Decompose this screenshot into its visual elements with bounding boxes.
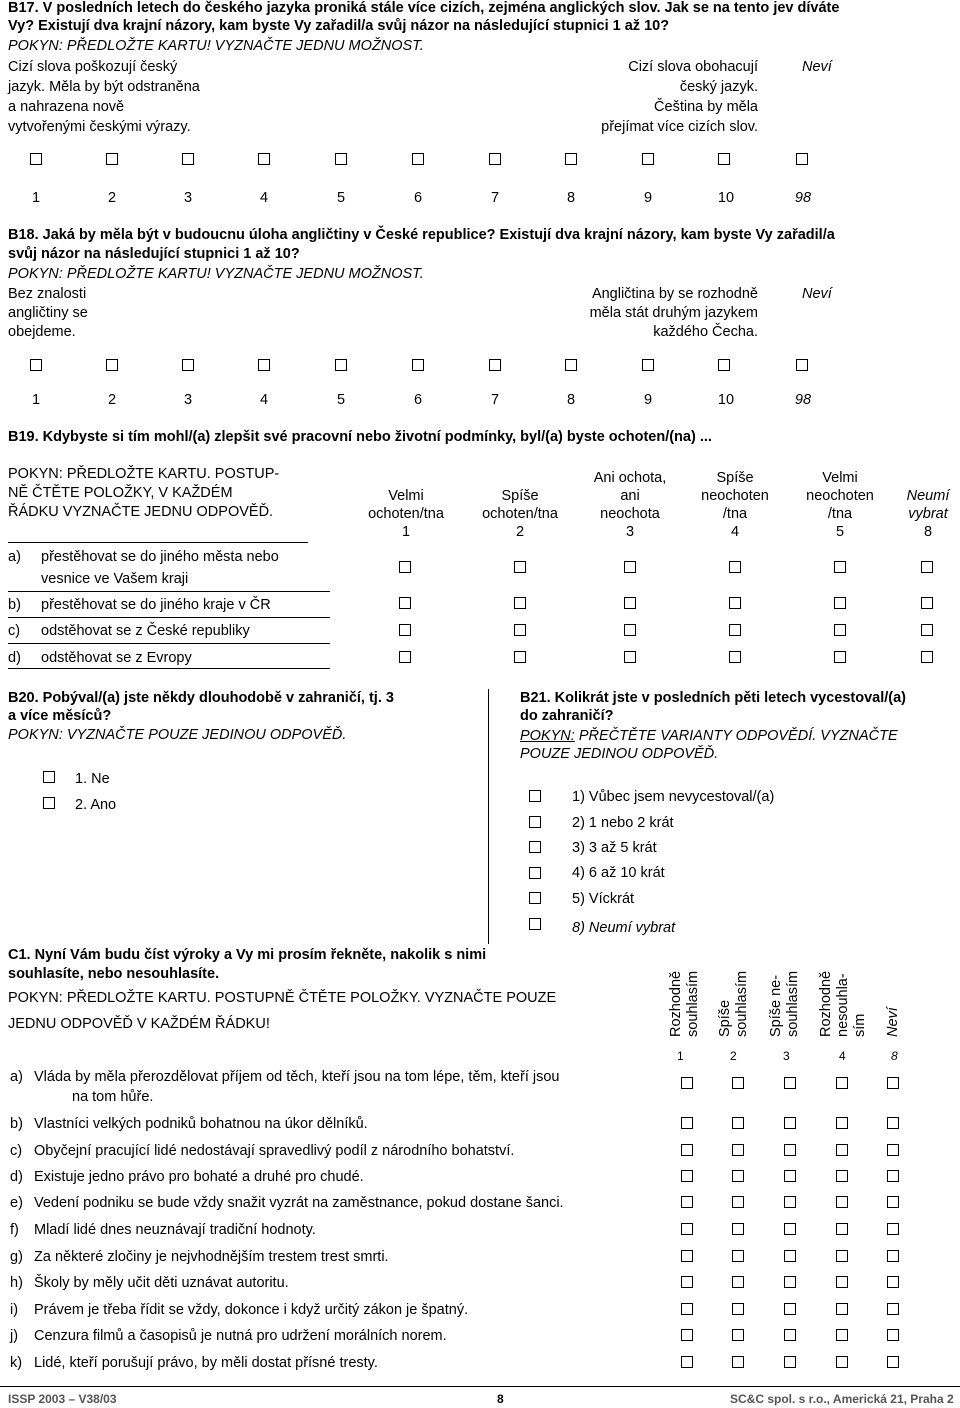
b21-instruction-rest: PŘEČTĚTE VARIANTY ODPOVĚDÍ. VYZNAČTE bbox=[574, 728, 898, 744]
c1-row-k-letter: k) bbox=[10, 1355, 23, 1371]
b21-instruction-line1 bbox=[520, 727, 898, 745]
b18-checkbox-98[interactable] bbox=[796, 359, 808, 371]
c1-col-1-line2: souhlasím bbox=[685, 970, 701, 1037]
b18-checkbox-9[interactable] bbox=[642, 359, 654, 371]
footer-survey-code: ISSP 2003 – V38/03 bbox=[8, 1392, 117, 1406]
c1-row-c-checkbox-3[interactable] bbox=[784, 1144, 796, 1156]
b19-row-d-checkbox-5[interactable] bbox=[834, 651, 846, 663]
b17-question-line1: B17. V posledních letech do českého jazyka proniká stále více cizích, zejména anglických slov. Jak se na tento jev díváte bbox=[8, 0, 840, 16]
c1-row-e-text-1: Vedení podniku se bude vždy snažit vyzrát na zaměstnance, pokud dostane šanci. bbox=[34, 1195, 564, 1211]
footer-rule bbox=[0, 1386, 960, 1387]
c1-row-g-checkbox-1[interactable] bbox=[681, 1250, 693, 1262]
c1-row-b-checkbox-3[interactable] bbox=[784, 1117, 796, 1129]
b17-left-anchor-4: vytvořenými českými výrazy. bbox=[8, 119, 191, 135]
b19-instruction-line3: ŘÁDKU VYZNAČTE JEDNU ODPOVĚĎ. bbox=[8, 504, 274, 520]
b17-left-anchor-1: Cizí slova poškozují český bbox=[8, 59, 178, 75]
b18-question-line1: B18. Jaká by měla být v budoucnu úloha angličtiny v České republice? Existují dva krajní názory, kam byste Vy zařadil/a bbox=[8, 227, 835, 243]
b19-col-2-line1 bbox=[465, 469, 575, 487]
c1-col-4-line3: sím bbox=[852, 1013, 868, 1037]
b19-col-3-line3: neochota bbox=[600, 506, 660, 522]
c1-row-f-letter: f) bbox=[10, 1222, 19, 1238]
c1-row-c-text-1: Obyčejní pracující lidé nedostávají spravedlivý podíl z národního bohatství. bbox=[34, 1143, 515, 1159]
b20-option-1-label: 1. Ne bbox=[75, 771, 110, 787]
c1-row-e-checkbox-8[interactable] bbox=[887, 1196, 899, 1208]
b19-row-c-checkbox-4[interactable] bbox=[729, 624, 741, 636]
b17-scale-label-8: 8 bbox=[566, 190, 576, 206]
b19-question: B19. Kdybyste si tím mohl/(a) zlepšit své pracovní nebo životní podmínky, byl/(a) byste ochoten/(na) ... bbox=[8, 429, 712, 445]
c1-row-d-checkbox-8[interactable] bbox=[887, 1170, 899, 1182]
b17-scale-label-4: 4 bbox=[259, 190, 269, 206]
b17-right-anchor-1: Cizí slova obohacují bbox=[628, 59, 758, 75]
b19-row-c-checkbox-8[interactable] bbox=[921, 624, 933, 636]
c1-row-g-text-1: Za některé zločiny je nejvhodnějším trestem trest smrti. bbox=[34, 1249, 389, 1265]
b19-row-divider-b bbox=[8, 617, 330, 618]
b17-scale-label-2: 2 bbox=[107, 190, 117, 206]
c1-row-b-text-1: Vlastníci velkých podniků bohatnou na úkor dělníků. bbox=[34, 1116, 368, 1132]
b17-nevi-label: Neví bbox=[802, 59, 832, 75]
b21-option-1-label: 1) Vůbec jsem nevycestoval/(a) bbox=[572, 789, 775, 805]
b18-checkbox-5[interactable] bbox=[335, 359, 347, 371]
b19-col-1-header bbox=[351, 469, 461, 541]
b17-scale-label-9: 9 bbox=[643, 190, 653, 206]
c1-row-g-letter: g) bbox=[10, 1249, 23, 1265]
b17-right-anchor-3: Čeština by měla bbox=[654, 99, 758, 115]
b21-option-4-checkbox[interactable] bbox=[529, 867, 541, 879]
c1-row-k-checkbox-2[interactable] bbox=[732, 1356, 744, 1368]
b19-row-divider-a bbox=[8, 591, 330, 592]
b21-instruction-line2: POUZE JEDINOU ODPOVĚĎ. bbox=[520, 746, 719, 762]
b17-checkbox-8[interactable] bbox=[565, 153, 577, 165]
c1-col-4-header bbox=[818, 971, 869, 1037]
c1-row-a-checkbox-8[interactable] bbox=[887, 1077, 899, 1089]
b19-row-c-checkbox-2[interactable] bbox=[514, 624, 526, 636]
b17-checkbox-9[interactable] bbox=[642, 153, 654, 165]
b17-scale-label-98: 98 bbox=[794, 190, 812, 206]
c1-row-d-text-1: Existuje jedno právo pro bohaté a druhé pro chudé. bbox=[34, 1169, 364, 1185]
b19-col-4-line2: neochoten bbox=[701, 488, 769, 504]
b17-question-line2: Vy? Existují dva krajní názory, kam byste Vy zařadil/a svůj názor na následující stupnici 1 až 10? bbox=[8, 18, 670, 34]
c1-col-3-code: 3 bbox=[783, 1049, 790, 1063]
b18-checkbox-1[interactable] bbox=[30, 359, 42, 371]
b19-header-divider bbox=[8, 542, 308, 543]
c1-row-d-checkbox-2[interactable] bbox=[732, 1170, 744, 1182]
c1-row-g-checkbox-4[interactable] bbox=[836, 1250, 848, 1262]
c1-row-a-checkbox-4[interactable] bbox=[836, 1077, 848, 1089]
b17-scale-label-7: 7 bbox=[490, 190, 500, 206]
b18-question-line2: svůj názor na následující stupnici 1 až 10? bbox=[8, 246, 300, 262]
b21-option-2-checkbox[interactable] bbox=[529, 816, 541, 828]
c1-row-f-text-1: Mladí lidé dnes neuznávají tradiční hodnoty. bbox=[34, 1222, 316, 1238]
c1-col-3-line2: souhlasím bbox=[785, 970, 801, 1037]
b18-scale-label-7: 7 bbox=[490, 392, 500, 408]
b18-scale-label-8: 8 bbox=[566, 392, 576, 408]
c1-question-line1: C1. Nyní Vám budu číst výroky a Vy mi prosím řekněte, nakolik s nimi bbox=[8, 947, 487, 963]
b17-checkbox-6[interactable] bbox=[412, 153, 424, 165]
b19-row-b-text-1: přestěhovat se do jiného kraje v ČR bbox=[41, 597, 271, 613]
c1-row-f-checkbox-2[interactable] bbox=[732, 1223, 744, 1235]
b17-left-anchor-3: a nahrazena nově bbox=[8, 99, 125, 115]
b18-checkbox-8[interactable] bbox=[565, 359, 577, 371]
c1-row-a-text-1: Vláda by měla přerozdělovat příjem od těch, kteří jsou na tom lépe, těm, kteří jsou bbox=[34, 1069, 560, 1085]
c1-row-h-checkbox-1[interactable] bbox=[681, 1276, 693, 1288]
c1-instruction-line2: JEDNU ODPOVĚĎ V KAŽDÉM ŘÁDKU! bbox=[8, 1016, 270, 1032]
b19-col-3-line1: Ani ochota, bbox=[593, 470, 667, 486]
b17-scale-label-10: 10 bbox=[717, 190, 735, 206]
c1-instruction-line1: POKYN: PŘEDLOŽTE KARTU. POSTUPNĚ ČTĚTE POLOŽKY. VYZNAČTE POUZE bbox=[8, 990, 557, 1006]
footer-page-number: 8 bbox=[497, 1392, 504, 1406]
c1-row-j-text-1: Cenzura filmů a časopisů je nutná pro udržení morálních norem. bbox=[34, 1328, 447, 1344]
c1-row-k-checkbox-3[interactable] bbox=[784, 1356, 796, 1368]
b19-col-8-line2: Neumí bbox=[906, 488, 950, 504]
b21-option-8-checkbox[interactable] bbox=[529, 918, 541, 930]
b19-row-b-checkbox-5[interactable] bbox=[834, 597, 846, 609]
b19-row-a-text-1: přestěhovat se do jiného města nebo bbox=[41, 549, 279, 565]
c1-row-b-checkbox-2[interactable] bbox=[732, 1117, 744, 1129]
b20-instruction: POKYN: VYZNAČTE POUZE JEDINOU ODPOVĚĎ. bbox=[8, 727, 347, 743]
c1-col-8-line1: Neví bbox=[885, 1007, 901, 1037]
c1-col-3-header bbox=[768, 971, 802, 1037]
b19-col-1-line3: ochoten/tna bbox=[368, 506, 444, 522]
b21-option-8-label: 8) Neumí vybrat bbox=[572, 920, 676, 936]
b19-row-c-text-1: odstěhovat se z České republiky bbox=[41, 623, 250, 639]
b19-col-2-code: 2 bbox=[515, 524, 525, 540]
c1-row-e-checkbox-3[interactable] bbox=[784, 1196, 796, 1208]
b18-scale-label-2: 2 bbox=[107, 392, 117, 408]
c1-row-a-checkbox-1[interactable] bbox=[681, 1077, 693, 1089]
b18-scale-label-4: 4 bbox=[259, 392, 269, 408]
b19-instruction-line2: NĚ ČTĚTE POLOŽKY, V KAŽDÉM bbox=[8, 485, 233, 501]
b19-row-c-checkbox-5[interactable] bbox=[834, 624, 846, 636]
b20-option-2-checkbox[interactable] bbox=[43, 797, 55, 809]
c1-col-2-line1: Spíše bbox=[717, 999, 733, 1037]
c1-row-h-text-1: Školy by měly učit děti uznávat autoritu. bbox=[34, 1275, 289, 1291]
b17-instruction: POKYN: PŘEDLOŽTE KARTU! VYZNAČTE JEDNU MOŽNOST. bbox=[8, 38, 424, 54]
b17-scale-label-3: 3 bbox=[183, 190, 193, 206]
b19-col-8-line3: vybrat bbox=[908, 506, 948, 522]
b18-right-anchor-3: každého Čecha. bbox=[653, 324, 758, 340]
b17-checkbox-1[interactable] bbox=[30, 153, 42, 165]
c1-row-a-checkbox-3[interactable] bbox=[784, 1077, 796, 1089]
c1-row-j-checkbox-4[interactable] bbox=[836, 1329, 848, 1341]
c1-col-2-code: 2 bbox=[730, 1049, 737, 1063]
b18-checkbox-3[interactable] bbox=[182, 359, 194, 371]
b21-question-line2: do zahraničí? bbox=[520, 708, 614, 724]
b19-row-c-checkbox-1[interactable] bbox=[399, 624, 411, 636]
b18-right-anchor-2: měla stát druhým jazykem bbox=[589, 305, 758, 321]
b19-row-b-checkbox-3[interactable] bbox=[624, 597, 636, 609]
b18-left-anchor-2: angličtiny se bbox=[8, 305, 88, 321]
b19-col-2-header bbox=[465, 469, 575, 541]
b19-row-a-checkbox-4[interactable] bbox=[729, 561, 741, 573]
b18-left-anchor-1: Bez znalosti bbox=[8, 286, 87, 302]
c1-row-c-checkbox-1[interactable] bbox=[681, 1144, 693, 1156]
c1-row-b-checkbox-8[interactable] bbox=[887, 1117, 899, 1129]
b19-row-d-checkbox-8[interactable] bbox=[921, 651, 933, 663]
b19-col-3-line2: ani bbox=[620, 488, 640, 504]
c1-row-j-checkbox-2[interactable] bbox=[732, 1329, 744, 1341]
c1-row-c-checkbox-8[interactable] bbox=[887, 1144, 899, 1156]
c1-col-4-code: 4 bbox=[839, 1049, 846, 1063]
b19-col-5-code: 5 bbox=[835, 524, 845, 540]
c1-row-c-letter: c) bbox=[10, 1143, 23, 1159]
c1-row-g-checkbox-8[interactable] bbox=[887, 1250, 899, 1262]
c1-col-1-header bbox=[668, 971, 702, 1037]
c1-row-j-letter: j) bbox=[10, 1328, 19, 1344]
c1-row-h-checkbox-2[interactable] bbox=[732, 1276, 744, 1288]
b18-scale-label-9: 9 bbox=[643, 392, 653, 408]
b19-col-8-code: 8 bbox=[923, 524, 933, 540]
b18-scale-label-5: 5 bbox=[336, 392, 346, 408]
b19-row-b-checkbox-4[interactable] bbox=[729, 597, 741, 609]
c1-row-b-letter: b) bbox=[10, 1116, 23, 1132]
b19-row-a-checkbox-5[interactable] bbox=[834, 561, 846, 573]
c1-col-3-line1: Spíše ne- bbox=[768, 974, 784, 1037]
b21-option-5-label: 5) Víckrát bbox=[572, 891, 635, 907]
b19-row-d-checkbox-1[interactable] bbox=[399, 651, 411, 663]
b19-col-3-header bbox=[575, 469, 685, 541]
b19-col-5-line3: /tna bbox=[827, 506, 853, 522]
c1-row-k-checkbox-8[interactable] bbox=[887, 1356, 899, 1368]
b19-col-2-line3: ochoten/tna bbox=[482, 506, 558, 522]
b19-col-1-line2: Velmi bbox=[388, 488, 424, 504]
b17-checkbox-2[interactable] bbox=[106, 153, 118, 165]
b19-row-d-checkbox-3[interactable] bbox=[624, 651, 636, 663]
b18-scale-label-10: 10 bbox=[717, 392, 735, 408]
b18-nevi-label: Neví bbox=[802, 286, 832, 302]
c1-row-g-checkbox-2[interactable] bbox=[732, 1250, 744, 1262]
c1-row-f-checkbox-8[interactable] bbox=[887, 1223, 899, 1235]
c1-row-g-checkbox-3[interactable] bbox=[784, 1250, 796, 1262]
c1-row-d-checkbox-1[interactable] bbox=[681, 1170, 693, 1182]
b19-row-c-checkbox-3[interactable] bbox=[624, 624, 636, 636]
b21-option-5-checkbox[interactable] bbox=[529, 892, 541, 904]
b19-row-d-checkbox-2[interactable] bbox=[514, 651, 526, 663]
c1-row-i-text-1: Právem je třeba řídit se vždy, dokonce i když určitý zákon je špatný. bbox=[34, 1302, 469, 1318]
b20-question-line1: B20. Pobýval/(a) jste někdy dlouhodobě v zahraničí, tj. 3 bbox=[8, 690, 394, 706]
b18-scale-label-3: 3 bbox=[183, 392, 193, 408]
b19-row-d-checkbox-4[interactable] bbox=[729, 651, 741, 663]
b19-row-d-text-1: odstěhovat se z Evropy bbox=[41, 650, 192, 666]
b19-row-b-checkbox-2[interactable] bbox=[514, 597, 526, 609]
b19-row-b-letter: b) bbox=[8, 597, 21, 613]
b21-instruction-pokyn: POKYN: bbox=[520, 728, 575, 744]
b17-checkbox-10[interactable] bbox=[718, 153, 730, 165]
b17-scale-label-6: 6 bbox=[413, 190, 423, 206]
c1-row-h-letter: h) bbox=[10, 1275, 23, 1291]
b19-row-divider-c bbox=[8, 643, 330, 644]
c1-row-k-checkbox-1[interactable] bbox=[681, 1356, 693, 1368]
c1-row-f-checkbox-3[interactable] bbox=[784, 1223, 796, 1235]
c1-row-e-letter: e) bbox=[10, 1195, 23, 1211]
b18-scale-label-98: 98 bbox=[794, 392, 812, 408]
b19-col-4-line3: /tna bbox=[722, 506, 748, 522]
b19-col-8-header bbox=[873, 469, 960, 541]
b17-checkbox-4[interactable] bbox=[258, 153, 270, 165]
b17-scale-label-5: 5 bbox=[336, 190, 346, 206]
b19-col-5-line1: Velmi bbox=[822, 470, 858, 486]
b19-col-5-line2: neochoten bbox=[806, 488, 874, 504]
c1-col-4-line2: nesouhla- bbox=[835, 973, 851, 1037]
c1-col-1-code: 1 bbox=[677, 1049, 684, 1063]
c1-row-j-checkbox-3[interactable] bbox=[784, 1329, 796, 1341]
b17-right-anchor-2: český jazyk. bbox=[679, 79, 758, 95]
c1-col-8-header bbox=[885, 1007, 902, 1037]
b19-row-d-letter: d) bbox=[8, 650, 21, 666]
b19-row-a-checkbox-8[interactable] bbox=[921, 561, 933, 573]
b18-checkbox-7[interactable] bbox=[489, 359, 501, 371]
b20-option-2-label: 2. Ano bbox=[75, 797, 117, 813]
c1-row-j-checkbox-1[interactable] bbox=[681, 1329, 693, 1341]
b18-instruction: POKYN: PŘEDLOŽTE KARTU! VYZNAČTE JEDNU MOŽNOST. bbox=[8, 266, 424, 282]
c1-row-d-letter: d) bbox=[10, 1169, 23, 1185]
b19-col-2-line2: Spíše bbox=[501, 488, 539, 504]
b20-option-1-checkbox[interactable] bbox=[43, 771, 55, 783]
b19-row-a-checkbox-3[interactable] bbox=[624, 561, 636, 573]
b19-row-b-checkbox-1[interactable] bbox=[399, 597, 411, 609]
c1-row-i-checkbox-1[interactable] bbox=[681, 1303, 693, 1315]
b21-option-1-checkbox[interactable] bbox=[529, 790, 541, 802]
c1-col-2-header bbox=[717, 971, 751, 1037]
c1-col-4-line1: Rozhodně bbox=[818, 970, 834, 1037]
c1-row-i-checkbox-3[interactable] bbox=[784, 1303, 796, 1315]
c1-row-f-checkbox-4[interactable] bbox=[836, 1223, 848, 1235]
c1-row-j-checkbox-8[interactable] bbox=[887, 1329, 899, 1341]
c1-row-a-checkbox-2[interactable] bbox=[732, 1077, 744, 1089]
b19-col-4-code: 4 bbox=[730, 524, 740, 540]
c1-row-a-text-2: na tom hůře. bbox=[72, 1089, 154, 1105]
b17-checkbox-98[interactable] bbox=[796, 153, 808, 165]
c1-row-e-checkbox-4[interactable] bbox=[836, 1196, 848, 1208]
c1-row-h-checkbox-4[interactable] bbox=[836, 1276, 848, 1288]
b19-instruction-line1: POKYN: PŘEDLOŽTE KARTU. POSTUP- bbox=[8, 466, 280, 482]
b18-left-anchor-3: obejdeme. bbox=[8, 324, 76, 340]
b21-option-4-label: 4) 6 až 10 krát bbox=[572, 865, 665, 881]
c1-question-line2: souhlasíte, nebo nesouhlasíte. bbox=[8, 966, 220, 982]
c1-row-h-checkbox-3[interactable] bbox=[784, 1276, 796, 1288]
c1-row-a-letter: a) bbox=[10, 1069, 23, 1085]
c1-row-e-checkbox-2[interactable] bbox=[732, 1196, 744, 1208]
c1-row-f-checkbox-1[interactable] bbox=[681, 1223, 693, 1235]
b18-checkbox-4[interactable] bbox=[258, 359, 270, 371]
b20-b21-divider bbox=[488, 689, 489, 944]
b19-row-a-text-2: vesnice ve Vašem kraji bbox=[41, 571, 189, 587]
b21-option-2-label: 2) 1 nebo 2 krát bbox=[572, 815, 674, 831]
c1-row-i-checkbox-2[interactable] bbox=[732, 1303, 744, 1315]
c1-row-d-checkbox-4[interactable] bbox=[836, 1170, 848, 1182]
b19-row-c-letter: c) bbox=[8, 623, 21, 639]
b19-row-b-checkbox-8[interactable] bbox=[921, 597, 933, 609]
b21-question-line1: B21. Kolikrát jste v posledních pěti letech vycestoval/(a) bbox=[520, 690, 906, 706]
b19-col-3-code: 3 bbox=[625, 524, 635, 540]
b20-question-line2: a více měsíců? bbox=[8, 708, 112, 724]
c1-row-b-checkbox-4[interactable] bbox=[836, 1117, 848, 1129]
b19-row-a-letter: a) bbox=[8, 549, 21, 565]
b19-col-8-line1 bbox=[873, 469, 960, 487]
c1-row-d-checkbox-3[interactable] bbox=[784, 1170, 796, 1182]
b19-col-4-header bbox=[680, 469, 790, 541]
b18-scale-label-6: 6 bbox=[413, 392, 423, 408]
c1-col-1-line1: Rozhodně bbox=[668, 970, 684, 1037]
b18-checkbox-6[interactable] bbox=[412, 359, 424, 371]
b19-col-1-line1 bbox=[351, 469, 461, 487]
c1-row-k-checkbox-4[interactable] bbox=[836, 1356, 848, 1368]
b19-col-1-code: 1 bbox=[401, 524, 411, 540]
b18-scale-label-1: 1 bbox=[31, 392, 41, 408]
c1-row-k-text-1: Lidé, kteří porušují právo, by měli dostat přísné tresty. bbox=[34, 1355, 378, 1371]
footer-company: SC&C spol. s r.o., Americká 21, Praha 2 bbox=[730, 1392, 954, 1406]
c1-row-h-checkbox-8[interactable] bbox=[887, 1276, 899, 1288]
c1-row-e-checkbox-1[interactable] bbox=[681, 1196, 693, 1208]
b17-checkbox-3[interactable] bbox=[182, 153, 194, 165]
b19-row-a-checkbox-2[interactable] bbox=[514, 561, 526, 573]
b21-option-3-checkbox[interactable] bbox=[529, 841, 541, 853]
b19-row-a-checkbox-1[interactable] bbox=[399, 561, 411, 573]
b18-checkbox-10[interactable] bbox=[718, 359, 730, 371]
c1-row-b-checkbox-1[interactable] bbox=[681, 1117, 693, 1129]
b17-checkbox-7[interactable] bbox=[489, 153, 501, 165]
c1-col-8-code: 8 bbox=[891, 1049, 898, 1063]
b17-left-anchor-2: jazyk. Měla by být odstraněna bbox=[8, 79, 200, 95]
b18-checkbox-2[interactable] bbox=[106, 359, 118, 371]
b18-right-anchor-1: Angličtina by se rozhodně bbox=[591, 286, 758, 302]
c1-col-2-line2: souhlasím bbox=[734, 970, 750, 1037]
b17-checkbox-5[interactable] bbox=[335, 153, 347, 165]
c1-row-i-checkbox-4[interactable] bbox=[836, 1303, 848, 1315]
b21-option-3-label: 3) 3 až 5 krát bbox=[572, 840, 657, 856]
b17-right-anchor-4: přejímat více cizích slov. bbox=[601, 119, 758, 135]
c1-row-c-checkbox-2[interactable] bbox=[732, 1144, 744, 1156]
b17-scale-label-1: 1 bbox=[31, 190, 41, 206]
c1-row-i-letter: i) bbox=[10, 1302, 19, 1318]
c1-row-i-checkbox-8[interactable] bbox=[887, 1303, 899, 1315]
b19-col-4-line1: Spíše bbox=[716, 470, 754, 486]
b19-row-divider-d bbox=[8, 668, 330, 669]
c1-row-c-checkbox-4[interactable] bbox=[836, 1144, 848, 1156]
